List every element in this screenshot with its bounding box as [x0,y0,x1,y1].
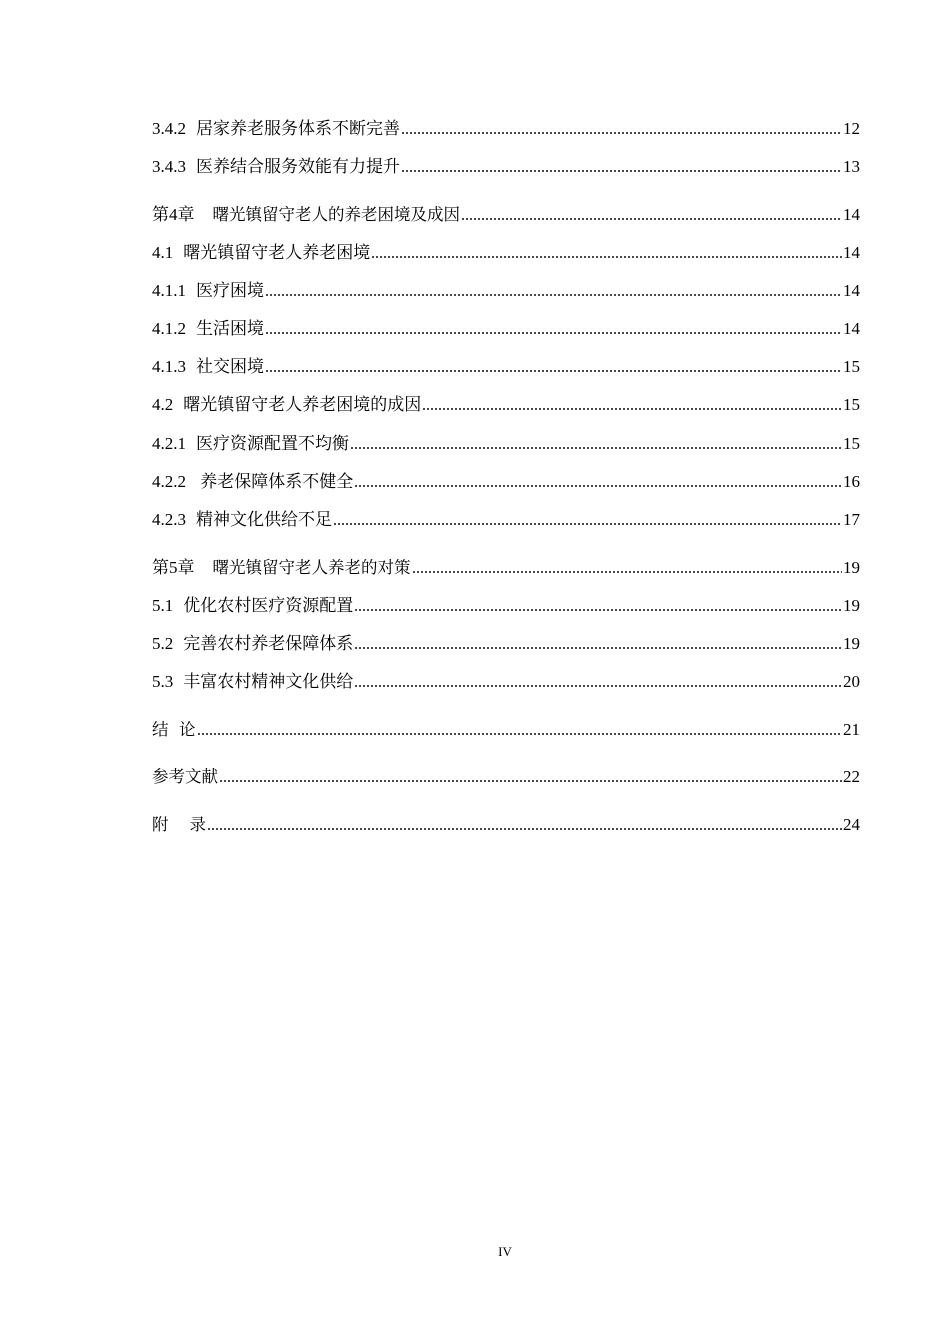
toc-entry-text: 精神文化供给不足 [196,510,332,529]
toc-entry[interactable] [152,593,860,617]
toc-entry[interactable] [152,278,860,302]
toc-entry-number: 4.2 [152,395,174,414]
toc-entry[interactable] [152,631,860,655]
dot-leader [461,217,842,221]
toc-entry-page: 14 [843,281,860,300]
toc-entry-title [152,557,411,579]
toc-entry-text: 丰富农村精神文化供给 [183,672,354,691]
dot-leader [354,484,842,488]
toc-entry-text: 曙光镇留守老人养老困境 [183,243,371,262]
toc-entry-title [152,471,353,493]
toc-entry-number: 4.1.3 [152,357,186,376]
toc-entry-text: 曙光镇留守老人的养老困境及成因 [212,205,460,224]
toc-entry-title [152,318,264,340]
toc-entry-number: 5.1 [152,596,174,615]
toc-entry[interactable] [152,116,860,140]
toc-entry-title [152,719,196,741]
toc-entry-page: 17 [843,510,860,529]
toc-entry-page: 22 [843,767,860,786]
toc-chapter-entry[interactable] [152,812,860,836]
toc-entry[interactable] [152,154,860,178]
toc-entry-page: 19 [843,596,860,615]
toc-entry-text: 参考文献 [152,767,218,786]
toc-entry-number: 3.4.3 [152,157,186,176]
dot-leader [354,608,842,612]
toc-entry-title [152,356,264,378]
toc-entry-page: 15 [843,357,860,376]
dot-leader [207,827,842,831]
page-number-footer: IV [498,1244,512,1259]
toc-entry-page: 21 [843,720,860,739]
toc-entry-number: 3.4.2 [152,119,186,138]
toc-entry-number: 4.1.1 [152,281,186,300]
toc-entry-title [152,394,421,416]
dot-leader [354,646,842,650]
toc-entry-title [152,671,353,693]
toc-entry-title [152,242,370,264]
toc-entry-title [152,633,353,655]
toc-entry-number: 4.1.2 [152,319,186,338]
toc-entry-number: 4.2.3 [152,510,186,529]
toc-entry-title [152,766,218,788]
toc-entry-number: 第5章 [152,558,195,577]
toc-entry-title [152,814,206,836]
toc-entry-text: 医疗困境 [196,281,264,300]
dot-leader [401,131,842,135]
toc-entry-title [152,595,353,617]
toc-chapter-entry[interactable] [152,555,860,579]
toc-entry-text: 养老保障体系不健全 [196,472,354,491]
toc-entry[interactable] [152,669,860,693]
toc-entry[interactable] [152,392,860,416]
toc-entry[interactable] [152,240,860,264]
dot-leader [401,169,842,173]
toc-entry-title [152,156,400,178]
toc-entry-page: 14 [843,205,860,224]
toc-entry-text: 医疗资源配置不均衡 [196,434,349,453]
dot-leader [219,779,842,783]
toc-chapter-entry[interactable] [152,202,860,226]
toc-entry-text: 社交困境 [196,357,264,376]
toc-entry-number: 4.2.1 [152,434,186,453]
toc-entry-number: 5.2 [152,634,174,653]
toc-entry-number: 4.2.2 [152,472,186,491]
dot-leader [354,684,842,688]
toc-entry-text: 优化农村医疗资源配置 [183,596,354,615]
toc-entry-page: 15 [843,434,860,453]
dot-leader [197,732,843,736]
toc-entry-page: 14 [843,243,860,262]
toc-entry-text: 医养结合服务效能有力提升 [196,157,400,176]
toc-entry-page: 13 [843,157,860,176]
toc-entry-page: 24 [843,815,860,834]
dot-leader [371,255,842,259]
toc-entry[interactable] [152,316,860,340]
dot-leader [350,446,842,450]
toc-entry-text: 结 论 [152,720,196,739]
dot-leader [422,407,842,411]
toc-entry-text: 曙光镇留守老人养老的对策 [212,558,411,577]
toc-entry-number: 4.1 [152,243,174,262]
toc-entry-title [152,509,332,531]
toc-entry-number: 第4章 [152,205,195,224]
toc-chapter-entry[interactable] [152,764,860,788]
toc-entry-text: 生活困境 [196,319,264,338]
toc-entry-page: 20 [843,672,860,691]
toc-entry[interactable] [152,431,860,455]
toc-entry-text: 完善农村养老保障体系 [183,634,354,653]
toc-entry-title [152,204,460,226]
toc-entry-title [152,433,349,455]
dot-leader [333,522,842,526]
dot-leader [265,331,842,335]
toc-entry-page: 15 [843,395,860,414]
toc-entry[interactable] [152,354,860,378]
toc-entry-page: 19 [843,634,860,653]
toc-chapter-entry[interactable] [152,717,860,741]
toc-entry-text: 曙光镇留守老人养老困境的成因 [183,395,422,414]
toc-entry-text: 附 录 [152,815,206,834]
dot-leader [412,570,843,574]
dot-leader [265,293,842,297]
toc-entry-page: 19 [843,558,860,577]
toc-entry-title [152,280,264,302]
toc-entry-page: 16 [843,472,860,491]
toc-entry-page: 14 [843,319,860,338]
toc-entry-page: 12 [843,119,860,138]
toc-entry-number: 5.3 [152,672,174,691]
toc-entry-title [152,118,400,140]
toc-entry-text: 居家养老服务体系不断完善 [196,119,400,138]
toc-entry[interactable] [152,469,860,493]
toc-entry[interactable] [152,507,860,531]
dot-leader [265,369,842,373]
